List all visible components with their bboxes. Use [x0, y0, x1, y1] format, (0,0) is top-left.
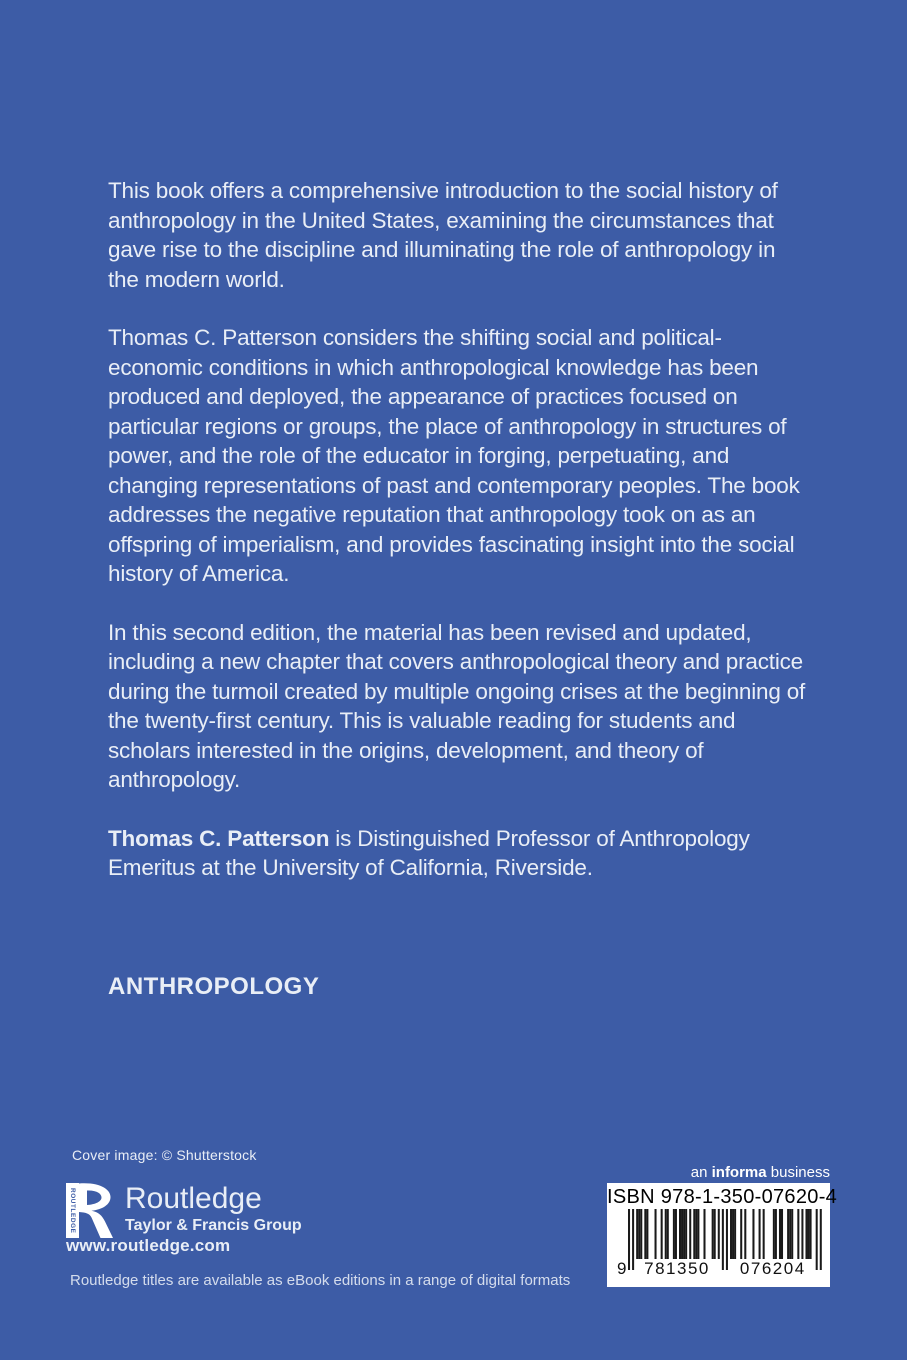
- routledge-logo: [66, 1183, 302, 1238]
- cover-image-credit: Cover image: © Shutterstock: [72, 1147, 257, 1163]
- svg-text:076204: 076204: [739, 1259, 806, 1278]
- publisher-wordmark: [125, 1183, 302, 1236]
- svg-text:9: 9: [616, 1259, 626, 1278]
- publisher-website: www.routledge.com: [66, 1236, 231, 1255]
- informa-post: business: [766, 1164, 830, 1181]
- informa-business-line: [691, 1164, 830, 1181]
- category-label: ANTHROPOLOGY: [108, 973, 320, 1000]
- author-bio: [108, 824, 808, 883]
- ebook-availability-note: Routledge titles are available as eBook editions in a range of digital formats: [70, 1272, 571, 1289]
- blurb-paragraph-2: Thomas C. Patterson considers the shifting social and political-economic conditions in which anthropological knowledge has been produced and deployed, the appearance of practices focused on particular regions or groups, the place of anthropology in structures of power, and the role of the educator in forging, perpetuating, and changing representations of past and contemporary peoples. The book addresses the negative reputation that anthropology took on as an offspring of imperialism, and provides fascinating insight into the social history of America.: [108, 325, 800, 586]
- informa-pre: an: [690, 1164, 712, 1181]
- svg-text:781350: 781350: [643, 1259, 710, 1278]
- routledge-logo-mark: [66, 1183, 118, 1238]
- ean-barcode: [607, 1209, 830, 1285]
- publisher-name: Routledge: [125, 1182, 262, 1215]
- isbn-barcode-box: [607, 1183, 838, 1287]
- informa-bold: informa: [711, 1164, 767, 1181]
- isbn-label: ISBN 978-1-350-07620-4: [607, 1186, 838, 1208]
- blurb-paragraph-3: In this second edition, the material has been revised and updated, including a new chapter that covers anthropological theory and practice during the turmoil created by multiple ongoing crises at the beginning of the twenty-first century. This is valuable reading for students and scholars interested in the origins, development, and theory of anthropology.: [108, 619, 806, 792]
- blurb-paragraph-1: This book offers a comprehensive introduction to the social history of anthropology in the United States, examining the circumstances that gave rise to the discipline and illuminating the role of anthropology in the modern world.: [108, 178, 778, 292]
- author-name: Thomas C. Patterson: [108, 825, 330, 851]
- publisher-group: Taylor & Francis Group: [125, 1217, 302, 1234]
- routledge-r-icon: [79, 1183, 117, 1238]
- blurb-column: [108, 176, 808, 912]
- author-bio-text: is Distinguished Professor of Anthropology Emeritus at the University of California, Riverside.: [108, 825, 750, 880]
- routledge-vertical-text: ROUTLEDGE: [66, 1183, 79, 1238]
